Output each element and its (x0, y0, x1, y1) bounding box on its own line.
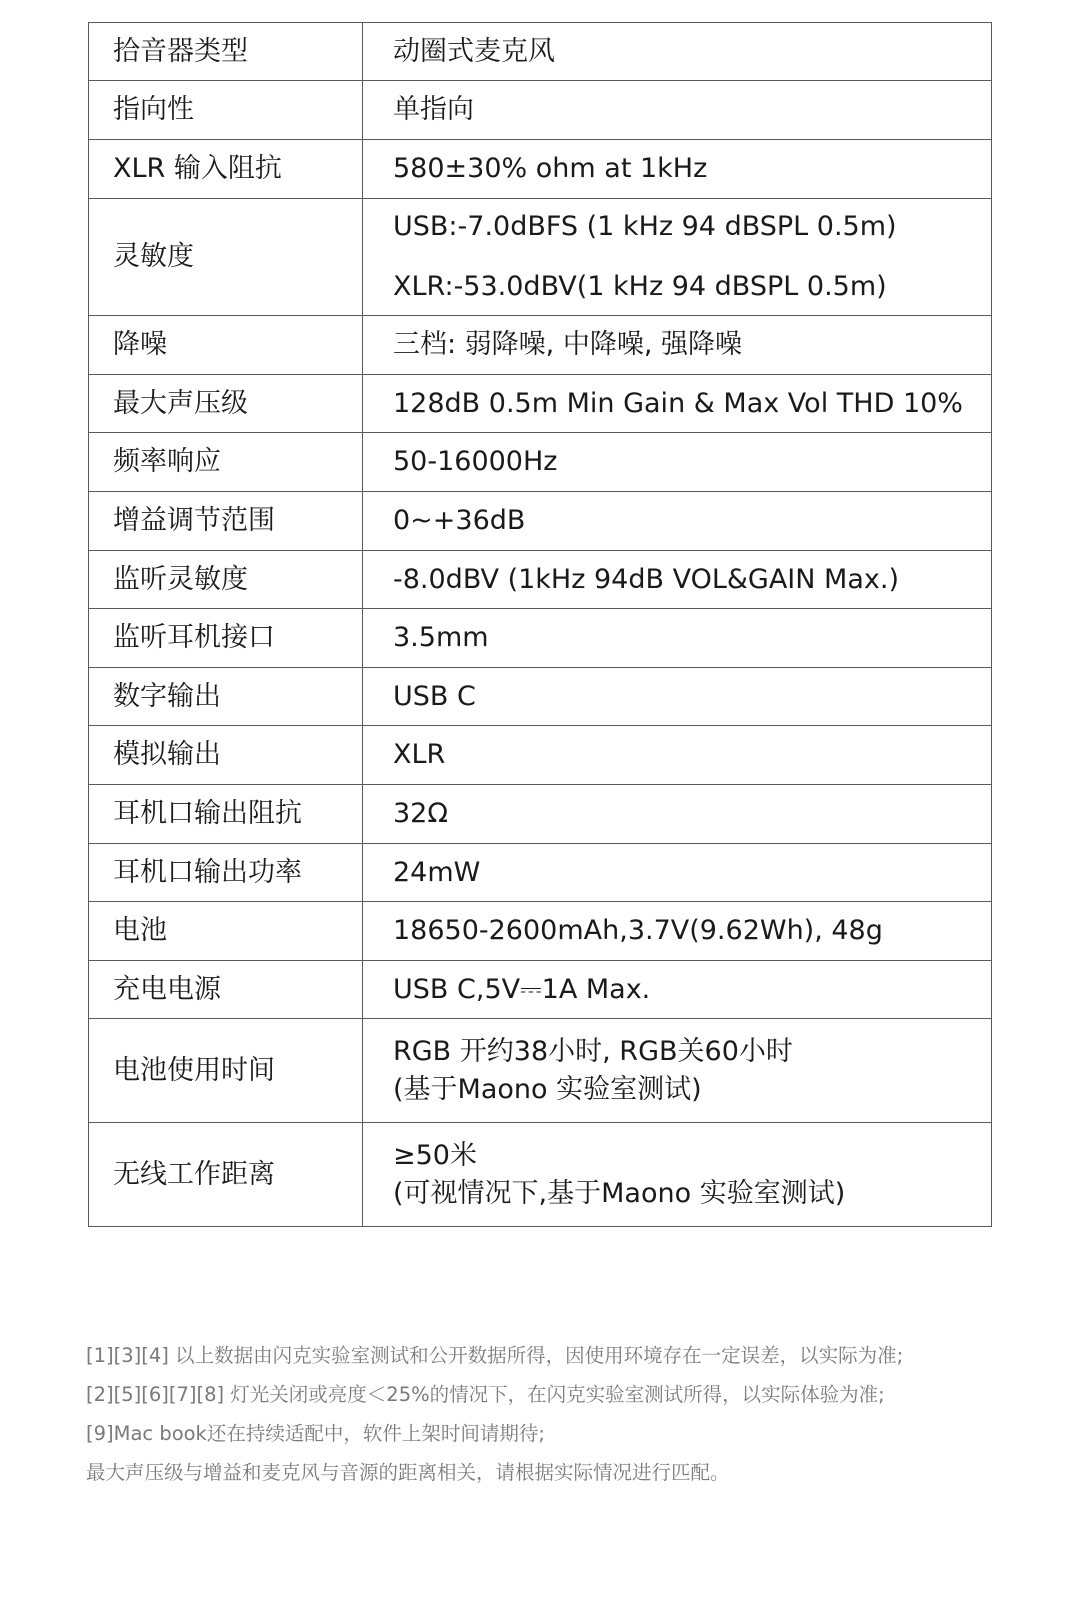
spec-row (89, 961, 992, 1019)
spec-label: XLR 输入阻抗 (89, 140, 363, 199)
spec-value-line: USB:-7.0dBFS (1 kHz 94 dBSPL 0.5m) (393, 211, 897, 242)
spec-value-line: 24mW (393, 856, 481, 888)
spec-row (89, 844, 992, 902)
spec-value-line: 128dB 0.5m Min Gain & Max Vol THD 10% (393, 387, 963, 419)
spec-value-line: (可视情况下,基于Maono 实验室测试) (393, 1177, 846, 1209)
spec-label: 最大声压级 (89, 375, 363, 433)
spec-row (89, 23, 992, 81)
spec-label: 充电电源 (89, 961, 363, 1019)
spec-value (363, 609, 992, 668)
footnotes (86, 1336, 1026, 1492)
spec-row (89, 785, 992, 844)
spec-label: 无线工作距离 (89, 1123, 363, 1227)
spec-row (89, 81, 992, 140)
spec-row (89, 433, 992, 492)
spec-label: 频率响应 (89, 433, 363, 492)
spec-value-line: XLR:-53.0dBV(1 kHz 94 dBSPL 0.5m) (393, 271, 887, 302)
spec-value (363, 785, 992, 844)
spec-label: 增益调节范围 (89, 492, 363, 551)
spec-row (89, 1019, 992, 1123)
spec-label: 模拟输出 (89, 726, 363, 785)
footnote-line: [2][5][6][7][8] 灯光关闭或亮度＜25%的情况下，在闪克实验室测试所得，以实际体验为准; (86, 1383, 885, 1406)
spec-label: 电池 (89, 902, 363, 961)
spec-row (89, 902, 992, 961)
spec-row (89, 199, 992, 316)
spec-value-line: RGB 开约38小时, RGB关60小时 (393, 1035, 793, 1067)
spec-label: 拾音器类型 (89, 23, 363, 81)
spec-label: 耳机口输出阻抗 (89, 785, 363, 844)
spec-value (363, 902, 992, 961)
spec-row (89, 316, 992, 375)
spec-value (363, 199, 992, 316)
spec-row (89, 1123, 992, 1227)
spec-value (363, 1019, 992, 1123)
spec-value (363, 961, 992, 1019)
spec-value (363, 726, 992, 785)
spec-row (89, 551, 992, 609)
spec-row (89, 375, 992, 433)
spec-value-line: ≥50米 (393, 1139, 477, 1171)
spec-value (363, 844, 992, 902)
spec-label: 电池使用时间 (89, 1019, 363, 1123)
spec-value (363, 433, 992, 492)
spec-row (89, 140, 992, 199)
spec-table (88, 22, 992, 1227)
spec-value (363, 316, 992, 375)
spec-value-line: (基于Maono 实验室测试) (393, 1073, 702, 1105)
spec-value (363, 81, 992, 140)
spec-value-line: 18650-2600mAh,3.7V(9.62Wh), 48g (393, 915, 883, 946)
spec-value-line: 动圈式麦克风 (393, 35, 555, 67)
footnote-line: [9]Mac book还在持续适配中，软件上架时间请期待; (86, 1422, 545, 1445)
spec-value-line: -8.0dBV (1kHz 94dB VOL&GAIN Max.) (393, 563, 899, 595)
spec-value (363, 375, 992, 433)
spec-label: 监听灵敏度 (89, 551, 363, 609)
spec-label: 监听耳机接口 (89, 609, 363, 668)
footnote-line: 最大声压级与增益和麦克风与音源的距离相关，请根据实际情况进行匹配。 (86, 1461, 730, 1484)
spec-label: 数字输出 (89, 668, 363, 726)
spec-value-line: 32Ω (393, 798, 448, 829)
spec-label: 指向性 (89, 81, 363, 140)
spec-value (363, 1123, 992, 1227)
spec-value (363, 23, 992, 81)
spec-label: 降噪 (89, 316, 363, 375)
spec-value-line: 50-16000Hz (393, 446, 558, 477)
spec-value (363, 668, 992, 726)
spec-label: 耳机口输出功率 (89, 844, 363, 902)
spec-value-line: 单指向 (393, 94, 474, 125)
spec-value-line: USB C,5V⎓1A Max. (393, 973, 651, 1005)
spec-value-line: 三档: 弱降噪, 中降噪, 强降噪 (393, 329, 743, 360)
spec-value-line: USB C (393, 680, 476, 712)
footnote-line: [1][3][4] 以上数据由闪克实验室测试和公开数据所得，因使用环境存在一定误差，以实际为准; (86, 1344, 904, 1367)
spec-value (363, 492, 992, 551)
spec-row (89, 668, 992, 726)
spec-value (363, 140, 992, 199)
spec-row (89, 492, 992, 551)
spec-label: 灵敏度 (89, 199, 363, 316)
spec-row (89, 609, 992, 668)
spec-value-line: XLR (393, 739, 446, 770)
spec-value-line: 580±30% ohm at 1kHz (393, 153, 708, 184)
spec-value-line: 3.5mm (393, 622, 489, 653)
spec-value-line: 0~+36dB (393, 505, 526, 536)
spec-value (363, 551, 992, 609)
spec-row (89, 726, 992, 785)
